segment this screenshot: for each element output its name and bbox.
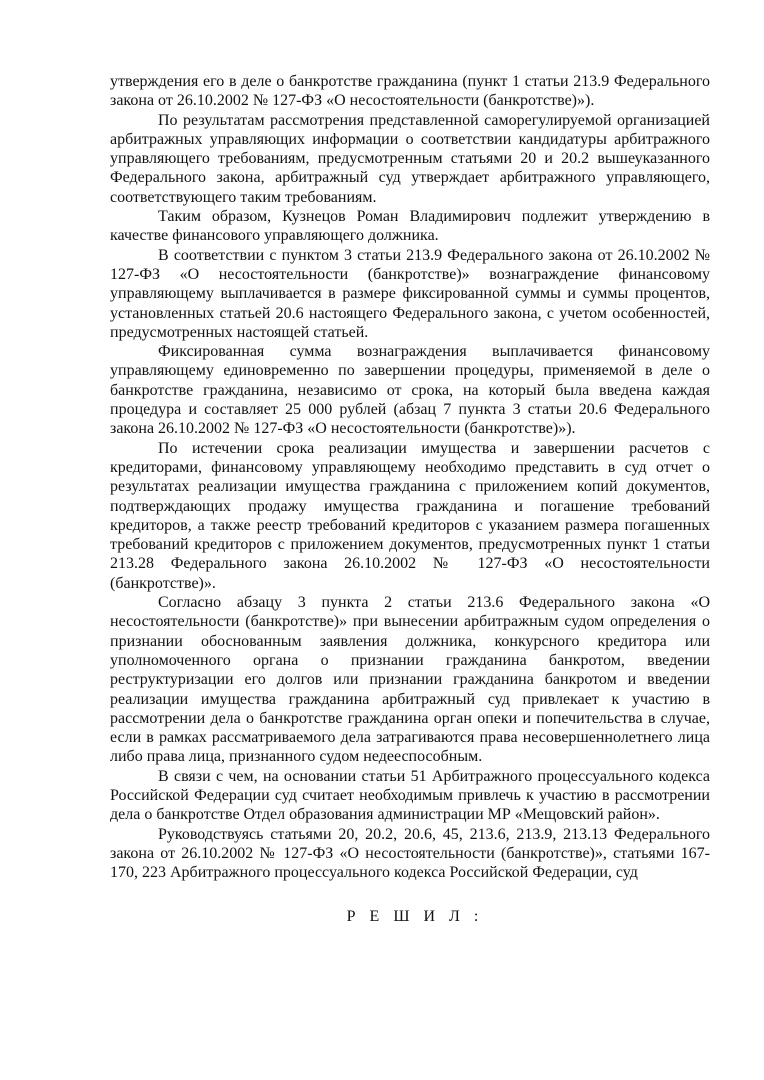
- paragraph-remuneration: В соответствии с пунктом 3 статьи 213.9 Федерального закона от 26.10.2002 № 127-ФЗ «О несостоятельности (банкротстве)» вознаграждение финансовому управляющему выплачивается в размере фиксированной суммы и суммы процентов, установленных статьей 20.6 настоящего Федерального закона, с учетом особенностей, предусмотренных настоящей статьей.: [110, 246, 710, 341]
- paragraph-kuznetsov-approval: Таким образом, Кузнецов Роман Владимирович подлежит утверждению в качестве финансового управляющего должника.: [110, 208, 710, 245]
- paragraph-report-obligation: По истечении срока реализации имущества и завершении расчетов с кредиторами, финансовому управляющему необходимо представить в суд отчет о результатах реализации имущества гражданина с приложением копий документов, подтверждающих продажу имущества гражданина и погашение требований кредиторов, а также реестр требований кредиторов с указанием размера погашенных требований кредиторов с приложением документов, предусмотренных пункт 1 статьи 213.28 Федерального закона 26.10.2002 № 127-ФЗ «О несостоятельности (банкротстве)».: [110, 439, 710, 592]
- paragraph-guardianship-authority: Согласно абзацу 3 пункта 2 статьи 213.6 Федерального закона «О несостоятельности (банкротстве)» при вынесении арбитражным судом определения о признании обоснованным заявления должника, конкурсного кредитора или уполномоченного органа о признании гражданина банкротом, введении реструктуризации его долгов или признании гражданина банкротом и введении реализации имущества гражданина арбитражный суд привлекает к участию в рассмотрении дела о банкротстве гражданина орган опеки и попечительства в случае, если в рамках рассматриваемого дела затрагиваются права несовершеннолетнего лица либо права лица, признанного судом недееспособным.: [110, 594, 710, 766]
- document-page: [110, 72, 710, 927]
- paragraph-education-department: В связи с чем, на основании статьи 51 Арбитражного процессуального кодекса Российской Федерации суд считает необходимым привлечь к участию в рассмотрении дела о банкротстве Отдел образования администрации МР «Мещовский район».: [110, 767, 710, 824]
- paragraph-fixed-sum: Фиксированная сумма вознаграждения выплачивается финансовому управляющему единовременно по завершении процедуры, применяемой в деле о банкротстве гражданина, независимо от срока, на который была введена каждая процедура и составляет 25 000 рублей (абзац 7 пункта 3 статьи 20.6 Федерального закона 26.10.2002 № 127-ФЗ «О несостоятельности (банкротстве)»).: [110, 343, 710, 438]
- paragraph-guided-by: Руководствуясь статьями 20, 20.2, 20.6, 45, 213.6, 213.9, 213.13 Федерального закона от 26.10.2002 № 127-ФЗ «О несостоятельности (банкротстве)», статьями 167-170, 223 Арбитражного процессуального кодекса Российской Федерации, суд: [110, 825, 710, 882]
- paragraph-approval-continuation: утверждения его в деле о банкротстве гражданина (пункт 1 статьи 213.9 Федерального закона от 26.10.2002 № 127-ФЗ «О несостоятельности (банкротстве)»).: [110, 73, 710, 110]
- decision-heading: Р Е Ш И Л :: [346, 908, 484, 926]
- paragraph-sro-review: По результатам рассмотрения представленной саморегулируемой организацией арбитражных управляющих информации о соответствии кандидатуры арбитражного управляющего требованиям, предусмотренным статьями 20 и 20.2 вышеуказанного Федерального закона, арбитражный суд утверждает арбитражного управляющего, соответствующего таким требованиям.: [110, 111, 710, 206]
